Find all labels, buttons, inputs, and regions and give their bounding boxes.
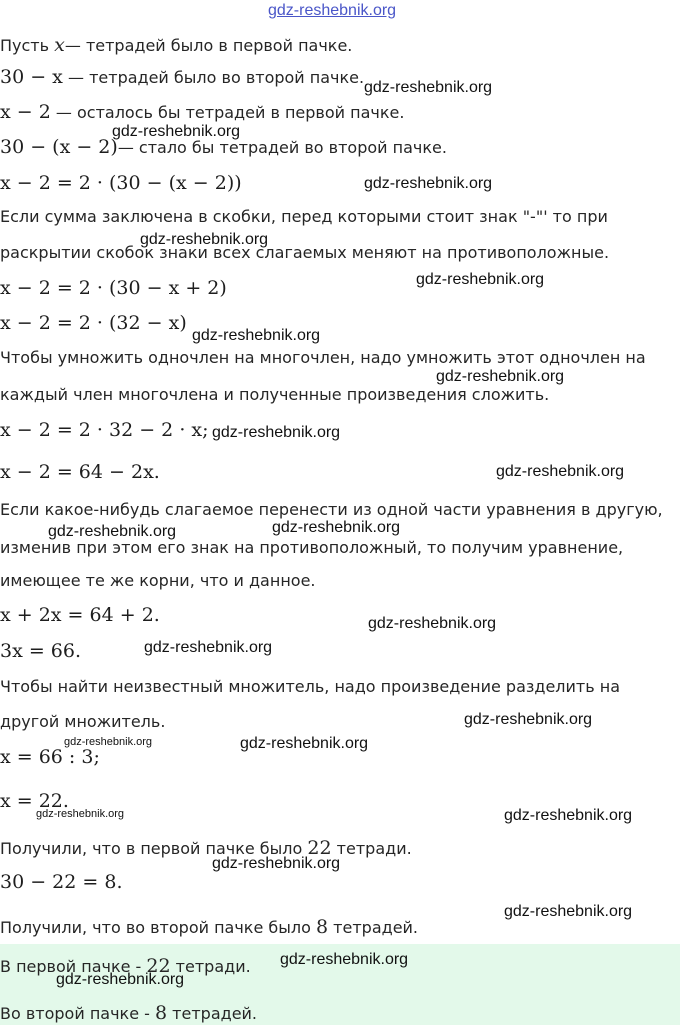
- watermark-top: gdz-reshebnik.org: [268, 2, 397, 19]
- rule-paragraph-3b: изменив при этом его знак на противоположный, то получим уравнение,: [0, 538, 624, 557]
- result-line-2: Получили, что во второй пачке было 8 тетрадей.: [0, 916, 419, 938]
- equation-7: 3x = 66.: [0, 640, 82, 662]
- equation-3: x − 2 = 2 · (32 − x): [0, 312, 187, 334]
- answer-line-1: В первой пачке - 22 тетради.: [0, 955, 251, 977]
- equation-10: 30 − 22 = 8.: [0, 871, 123, 893]
- watermark: gdz-reshebnik.org: [240, 735, 369, 752]
- watermark: gdz-reshebnik.org: [496, 463, 625, 480]
- result-line-1: Получили, что в первой пачке было 22 тетради.: [0, 837, 412, 859]
- rule-paragraph-1b: раскрытии скобок знаки всех слагаемых меняют на противоположные.: [0, 243, 610, 262]
- watermark: gdz-reshebnik.org: [212, 424, 341, 441]
- equation-2: x − 2 = 2 · (30 − x + 2): [0, 277, 227, 299]
- line-4: 30 − (x − 2)— стало бы тетрадей во второй пачке.: [0, 136, 447, 158]
- watermark: gdz-reshebnik.org: [364, 175, 493, 192]
- line-3: x − 2 — осталось бы тетрадей в первой пачке.: [0, 101, 405, 123]
- watermark: gdz-reshebnik.org: [504, 807, 633, 824]
- rule-paragraph-1a: Если сумма заключена в скобки, перед которыми стоит знак "-"' то при: [0, 207, 608, 226]
- equation-4: x − 2 = 2 · 32 − 2 · x;: [0, 419, 209, 441]
- watermark: gdz-reshebnik.org: [436, 368, 565, 385]
- rule-paragraph-3c: имеющее те же корни, что и данное.: [0, 571, 316, 590]
- watermark: gdz-reshebnik.org: [464, 711, 593, 728]
- line-1: Пусть x— тетрадей было в первой пачке.: [0, 34, 353, 56]
- answer-line-2: Во второй пачке - 8 тетрадей.: [0, 1002, 258, 1024]
- equation-9: x = 22.: [0, 790, 69, 812]
- watermark: gdz-reshebnik.org: [192, 327, 321, 344]
- equation-6: x + 2x = 64 + 2.: [0, 604, 160, 626]
- equation-5: x − 2 = 64 − 2x.: [0, 461, 160, 483]
- watermark: gdz-reshebnik.org: [272, 519, 401, 536]
- watermark: gdz-reshebnik.org: [368, 615, 497, 632]
- rule-paragraph-2a: Чтобы умножить одночлен на многочлен, надо умножить этот одночлен на: [0, 348, 646, 367]
- watermark: gdz-reshebnik.org: [56, 971, 185, 988]
- rule-paragraph-2b: каждый член многочлена и полученные произведения сложить.: [0, 385, 550, 404]
- watermark: gdz-reshebnik.org: [48, 523, 177, 540]
- watermark: gdz-reshebnik.org: [416, 271, 545, 288]
- rule-paragraph-4a: Чтобы найти неизвестный множитель, надо произведение разделить на: [0, 677, 621, 696]
- watermark: gdz-reshebnik.org: [280, 951, 409, 968]
- watermark: gdz-reshebnik.org: [212, 855, 341, 872]
- watermark: gdz-reshebnik.org: [364, 79, 493, 96]
- watermark: gdz-reshebnik.org: [144, 639, 273, 656]
- rule-paragraph-4b: другой множитель.: [0, 712, 166, 731]
- watermark: gdz-reshebnik.org: [140, 231, 269, 248]
- line-2: 30 − x — тетрадей было во второй пачке.: [0, 66, 365, 88]
- watermark: gdz-reshebnik.org: [64, 736, 153, 748]
- equation-1: x − 2 = 2 · (30 − (x − 2)): [0, 172, 242, 194]
- equation-8: x = 66 : 3;: [0, 746, 100, 768]
- watermark: gdz-reshebnik.org: [504, 903, 633, 920]
- rule-paragraph-3a: Если какое-нибудь слагаемое перенести из одной части уравнения в другую,: [0, 500, 663, 519]
- watermark: gdz-reshebnik.org: [36, 808, 125, 820]
- watermark: gdz-reshebnik.org: [112, 123, 241, 140]
